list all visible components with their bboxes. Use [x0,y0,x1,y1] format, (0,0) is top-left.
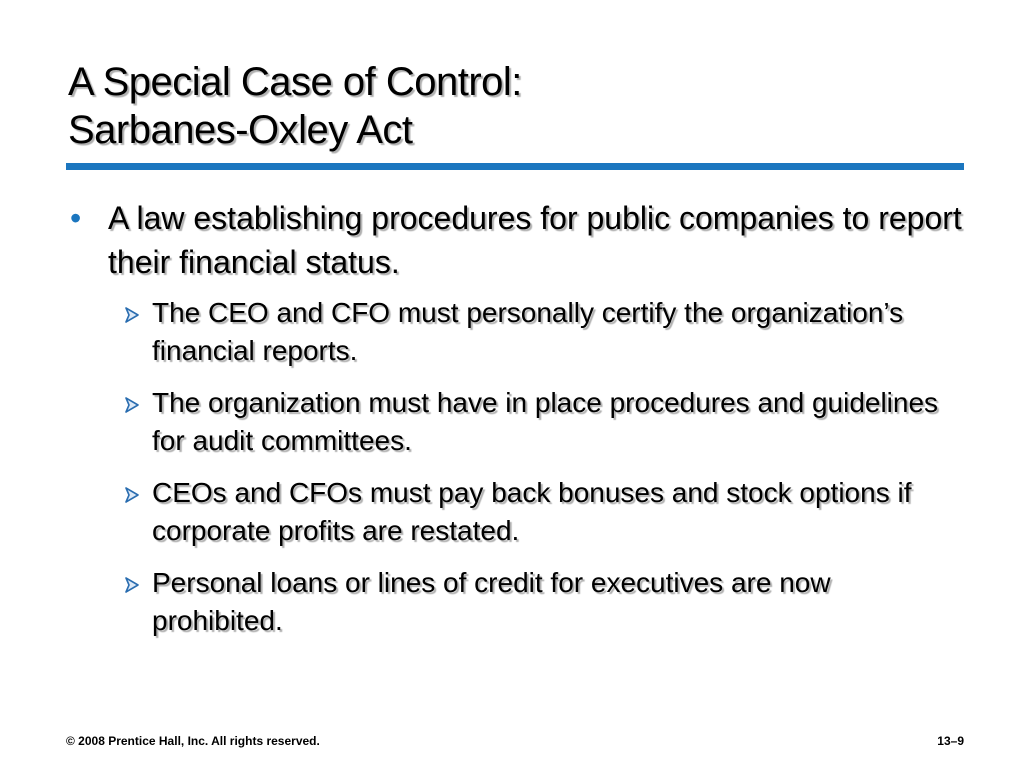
footer-copyright: © 2008 Prentice Hall, Inc. All rights reserved. [66,734,320,748]
sub-bullet-text: Personal loans or lines of credit for executives are now prohibited. [152,567,831,636]
sub-bullet-item [0,564,1024,640]
arrow-bullet-icon [123,576,141,594]
sub-bullet-list [0,294,1024,640]
sub-bullet-item [0,474,1024,550]
sub-bullet-text: The organization must have in place procedures and guidelines for audit committees. [152,387,939,456]
arrow-bullet-icon [123,396,141,414]
sub-bullet-item [0,384,1024,460]
sub-bullet-text: The CEO and CFO must personally certify the organization’s financial reports. [152,297,904,366]
arrow-bullet-icon [123,306,141,324]
sub-bullet-text: CEOs and CFOs must pay back bonuses and stock options if corporate profits are restated. [152,477,912,546]
footer-page-number: 13–9 [937,734,964,748]
main-bullet-text: A law establishing procedures for public companies to report their financial status. [108,200,962,280]
title-underline-bar [66,163,964,170]
title-line-2: Sarbanes-Oxley Act [68,108,413,152]
slide-title [68,58,948,154]
sub-bullet-item [0,294,1024,370]
main-bullet [0,196,1024,284]
arrow-bullet-icon [123,486,141,504]
slide-content [0,196,1024,654]
title-line-1: A Special Case of Control: [68,60,522,104]
bullet-dot-icon: • [70,200,82,236]
